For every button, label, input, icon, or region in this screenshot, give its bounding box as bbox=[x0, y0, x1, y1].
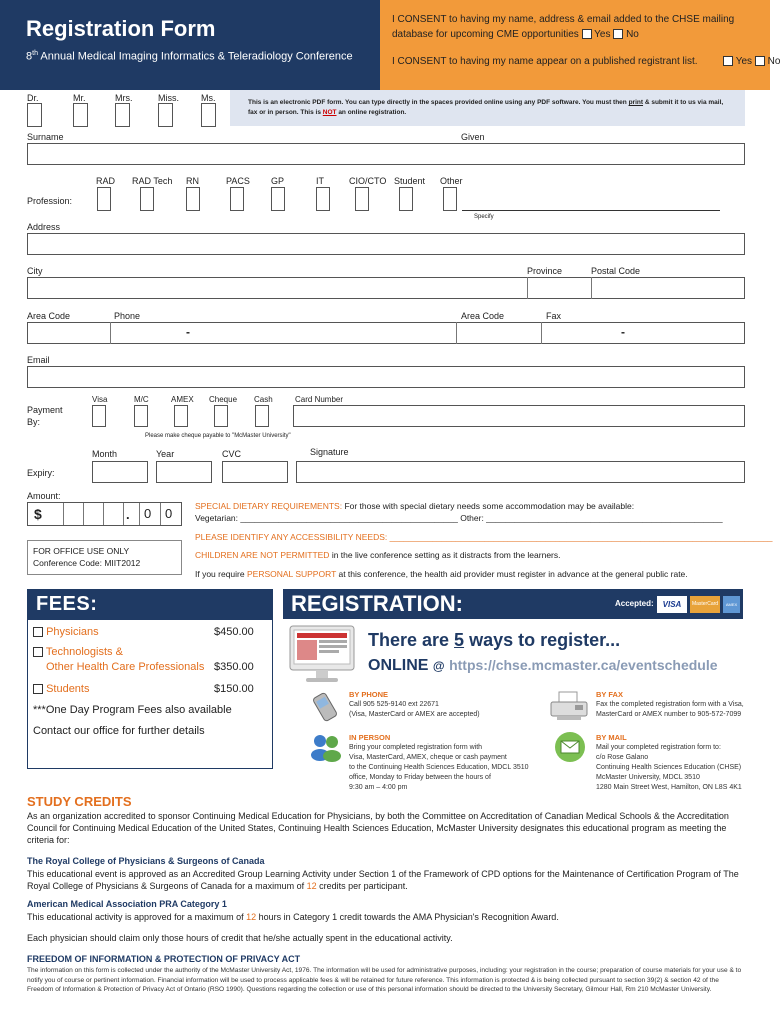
profession-cio-label: CIO/CTO bbox=[349, 176, 387, 186]
dietary-requirements: SPECIAL DIETARY REQUIREMENTS: For those with special dietary needs some accommodation may be available: bbox=[195, 501, 635, 511]
consent-mailing-line2: database for upcoming CME opportunities Yes No bbox=[392, 29, 639, 40]
computer-monitor-icon bbox=[288, 624, 358, 686]
email-label: Email bbox=[27, 355, 50, 365]
privacy-text: The information on this form is collected under the authority of the McMaster University Act, 1976. The information will be used for administrative purposes, including: your registration in the course; preparation of course materials for your use & to notify you of course or pertinent information. Financial information will be used to process applicable fees & will be retained for future reference. This information is protected & is being collected pursuant to section 39(2) & section 42 of the Freedom of Information & Protection of Privacy Act of Ontario (RSO 1990). Questions regarding the collection or use of this personal information should be directed to the University Secretary, Gilmour Hall, Rm 210 McMaster University. bbox=[27, 967, 742, 993]
people-icon bbox=[310, 733, 344, 759]
conference-subtitle: 8th Annual Medical Imaging Informatics & Teleradiology Conference bbox=[26, 50, 353, 63]
fee-technologists: Technologists & bbox=[33, 646, 123, 658]
expiry-label: Expiry: bbox=[27, 468, 55, 478]
study-credits-intro: As an organization accredited to sponsor Continuing Medical Education for Physicians, by both the Committee on Accreditation of Canadian Medical Schools & the Accreditation Council for Continuing Medical Education of the United States, Continuing Health Sciences Education, McMaster University designates this educational program as meeting the criteria for: bbox=[27, 811, 729, 845]
profession-student-label: Student bbox=[394, 176, 426, 186]
amount-label: Amount: bbox=[27, 491, 61, 501]
area-code-2-divider bbox=[456, 322, 457, 344]
phone-divider bbox=[110, 322, 111, 344]
amount-field[interactable] bbox=[27, 502, 182, 526]
title-ms-label: Ms. bbox=[201, 93, 216, 103]
profession-pacs-label: PACS bbox=[226, 176, 250, 186]
title-dr-box[interactable] bbox=[27, 103, 42, 127]
fee-physicians: Physicians bbox=[33, 626, 99, 638]
consent-list-no-label: No bbox=[767, 56, 780, 67]
profession-rad-box[interactable] bbox=[97, 187, 111, 211]
consent-mailing-no-label: No bbox=[626, 29, 639, 40]
in-person-title: IN PERSON bbox=[349, 733, 391, 742]
profession-rad-label: RAD bbox=[96, 176, 116, 186]
children-notice: CHILDREN ARE NOT PERMITTED in the live conference setting as it distracts from the learners. bbox=[195, 550, 561, 560]
address-field[interactable] bbox=[27, 233, 745, 255]
consent-mailing-line1: I CONSENT to having my name, address & email added to the CHSE mailing bbox=[392, 14, 735, 25]
pay-amex-box[interactable] bbox=[174, 405, 188, 427]
contact-office: Contact our office for further details bbox=[33, 725, 205, 737]
accessibility-needs[interactable]: PLEASE IDENTIFY ANY ACCESSIBILITY NEEDS: _________________________________________________________________________________ bbox=[195, 532, 773, 542]
one-day-fees: ***One Day Program Fees also available bbox=[33, 704, 232, 716]
profession-it-label: IT bbox=[316, 176, 324, 186]
form-title: Registration Form bbox=[26, 16, 216, 41]
fax-divider bbox=[541, 322, 542, 344]
ama-title: American Medical Association PRA Category 1 bbox=[27, 899, 227, 909]
province-divider bbox=[527, 277, 528, 299]
profession-gp-box[interactable] bbox=[271, 187, 285, 211]
dietary-fill-line[interactable]: Vegetarian: ______________________________________________ Other: __________________________________________________ bbox=[195, 513, 723, 523]
profession-other-label: Other bbox=[440, 176, 463, 186]
by-mail-details: Mail your completed registration form to: c/o Rose Galano Continuing Health Sciences Education (CHSE) McMaster University, MDCL 3510 1280 Main Street West, Hamilton, ON L8S 4K1 bbox=[596, 744, 742, 791]
title-mrs-label: Mrs. bbox=[115, 93, 133, 103]
profession-student-box[interactable] bbox=[399, 187, 413, 211]
consent-list-yes-checkbox[interactable] bbox=[723, 56, 733, 66]
profession-rn-label: RN bbox=[186, 176, 199, 186]
online-registration: ONLINE @ https://chse.mcmaster.ca/eventschedule bbox=[368, 657, 718, 674]
phone-label: Phone bbox=[114, 311, 141, 321]
card-number-label: Card Number bbox=[295, 395, 344, 404]
name-field[interactable] bbox=[27, 143, 745, 165]
expiry-year-label: Year bbox=[156, 449, 175, 459]
city-label: City bbox=[27, 266, 43, 276]
profession-radtech-box[interactable] bbox=[140, 187, 154, 211]
consent-mailing-yes-checkbox[interactable] bbox=[582, 29, 592, 39]
phone-fax-field[interactable] bbox=[27, 322, 745, 344]
amount-cents-2: 0 bbox=[165, 506, 173, 521]
fee-technologists-line2: Other Health Care Professionals bbox=[46, 661, 205, 673]
expiry-month-field[interactable] bbox=[92, 461, 148, 483]
header-banner bbox=[0, 0, 380, 90]
pay-visa-box[interactable] bbox=[92, 405, 106, 427]
profession-pacs-box[interactable] bbox=[230, 187, 244, 211]
profession-specify-label: Specify bbox=[474, 214, 494, 220]
pay-cheque-box[interactable] bbox=[214, 405, 228, 427]
electronic-form-notice: This is an electronic PDF form. You can type directly in the spaces provided online using any PDF software. You must then print & submit it to us via mail, fax or in person. This is NOT an online registration. bbox=[230, 90, 745, 126]
ways-to-register-heading: There are 5 ways to register... bbox=[368, 630, 621, 650]
office-use-box bbox=[27, 540, 182, 575]
by-phone-details: Call 905 525-9140 ext 22671 (Visa, MasterCard or AMEX are accepted) bbox=[349, 701, 480, 718]
province-label: Province bbox=[527, 266, 563, 276]
profession-radtech-label: RAD Tech bbox=[132, 176, 173, 186]
fax-dash: - bbox=[621, 325, 625, 339]
consent-list-yes-label: Yes bbox=[735, 56, 753, 67]
fees-panel bbox=[27, 589, 273, 769]
amount-cents-1: 0 bbox=[144, 506, 152, 521]
fee-students-price: $150.00 bbox=[214, 683, 254, 695]
fee-technologists-checkbox[interactable] bbox=[33, 647, 43, 657]
phone-dash: - bbox=[186, 325, 190, 339]
profession-specify-line[interactable] bbox=[462, 210, 720, 211]
privacy-title: FREEDOM OF INFORMATION & PROTECTION OF PRIVACY ACT bbox=[27, 954, 301, 964]
ama-text: This educational activity is approved for a maximum of 12 hours in Category 1 credit towards the AMA Physician's Recognition Award. bbox=[27, 912, 559, 922]
consent-mailing-no-checkbox[interactable] bbox=[613, 29, 623, 39]
card-number-field[interactable] bbox=[293, 405, 745, 427]
pay-cash-label: Cash bbox=[254, 395, 273, 404]
signature-field[interactable] bbox=[296, 461, 745, 483]
surname-label: Surname bbox=[27, 132, 64, 142]
postal-divider bbox=[591, 277, 592, 299]
consent-panel bbox=[380, 0, 780, 90]
by-phone-title: BY PHONE bbox=[349, 690, 389, 699]
profession-label: Profession: bbox=[27, 196, 73, 206]
claim-note: Each physician should claim only those hours of credit that he/she actually spent in the educational activity. bbox=[27, 933, 453, 943]
study-credits-title: STUDY CREDITS bbox=[27, 794, 132, 809]
profession-cio-box[interactable] bbox=[355, 187, 369, 211]
by-mail-title: BY MAIL bbox=[596, 733, 627, 742]
consent-list-line: I CONSENT to having my name appear on a published registrant list. Yes No bbox=[392, 56, 780, 67]
registration-url-link[interactable]: https://chse.mcmaster.ca/eventschedule bbox=[449, 657, 718, 673]
area-code-2-label: Area Code bbox=[461, 311, 505, 321]
given-label: Given bbox=[461, 132, 485, 142]
fee-technologists-price: $350.00 bbox=[214, 661, 254, 673]
phone-icon bbox=[310, 690, 342, 722]
profession-it-box[interactable] bbox=[316, 187, 330, 211]
fee-physicians-checkbox[interactable] bbox=[33, 627, 43, 637]
fax-label: Fax bbox=[546, 311, 562, 321]
title-mr-box[interactable] bbox=[73, 103, 88, 127]
title-mrs-box[interactable] bbox=[115, 103, 130, 127]
title-dr-label: Dr. bbox=[27, 93, 39, 103]
title-miss-label: Miss. bbox=[158, 93, 179, 103]
dollar-sign: $ bbox=[34, 506, 42, 522]
registration-title: REGISTRATION: bbox=[291, 591, 463, 616]
address-label: Address bbox=[27, 222, 61, 232]
royal-college-text: This educational event is approved as an Accredited Group Learning Activity under Section 1 of the Framework of CPD options for the Maintenance of Certification Program of The Royal College of Physicians & Surgeons of Canada for a maximum of 12 credits per participant. bbox=[27, 869, 739, 891]
fees-title: FEES: bbox=[28, 590, 272, 620]
fee-students: Students bbox=[33, 683, 89, 695]
cvc-label: CVC bbox=[222, 449, 242, 459]
accepted-label: Accepted: bbox=[615, 599, 654, 608]
signature-label: Signature bbox=[310, 447, 349, 457]
personal-support-notice: If you require PERSONAL SUPPORT at this conference, the health aid provider must register in advance at the general public rate. bbox=[195, 569, 688, 579]
fee-physicians-price: $450.00 bbox=[214, 626, 254, 638]
in-person-details: Bring your completed registration form with Visa, MasterCard, AMEX, cheque or cash payment to the Continuing Health Sciences Education, MDCL 3510 office, Monday to Friday between the hours of 9:30 am – 4:00 pm bbox=[349, 744, 529, 791]
title-miss-box[interactable] bbox=[158, 103, 173, 127]
cvc-field[interactable] bbox=[222, 461, 288, 483]
by-fax-details: Fax the completed registration form with a Visa, MasterCard or AMEX number to 905-572-7099 bbox=[596, 701, 744, 718]
title-mr-label: Mr. bbox=[73, 93, 86, 103]
postal-code-label: Postal Code bbox=[591, 266, 641, 276]
profession-gp-label: GP bbox=[271, 176, 285, 186]
title-ms-box[interactable] bbox=[201, 103, 216, 127]
office-use-label: FOR OFFICE USE ONLY bbox=[33, 546, 130, 556]
expiry-year-field[interactable] bbox=[156, 461, 212, 483]
pay-amex-label: AMEX bbox=[171, 395, 194, 404]
email-field[interactable] bbox=[27, 366, 745, 388]
fee-students-checkbox[interactable] bbox=[33, 684, 43, 694]
royal-college-title: The Royal College of Physicians & Surgeons of Canada bbox=[27, 856, 265, 866]
mastercard-icon: MasterCard bbox=[690, 596, 720, 613]
pay-mc-label: M/C bbox=[134, 395, 149, 404]
visa-card-icon: VISA bbox=[657, 596, 687, 613]
profession-other-box[interactable] bbox=[443, 187, 457, 211]
city-province-postal-field[interactable] bbox=[27, 277, 745, 299]
consent-mailing-yes-label: Yes bbox=[594, 29, 611, 40]
pay-visa-label: Visa bbox=[92, 395, 108, 404]
payment-by-label: Payment By: bbox=[27, 405, 63, 427]
mail-globe-icon bbox=[553, 730, 587, 764]
pay-cash-box[interactable] bbox=[255, 405, 269, 427]
expiry-month-label: Month bbox=[92, 449, 118, 459]
conference-code: Conference Code: MIIT2012 bbox=[33, 558, 141, 568]
cheque-note: Please make cheque payable to "McMaster University" bbox=[145, 433, 291, 439]
pay-cheque-label: Cheque bbox=[209, 395, 238, 404]
amex-card-icon: AMEX bbox=[723, 596, 740, 613]
area-code-label: Area Code bbox=[27, 311, 71, 321]
pay-mc-box[interactable] bbox=[134, 405, 148, 427]
by-fax-title: BY FAX bbox=[596, 690, 623, 699]
fax-machine-icon bbox=[549, 690, 589, 722]
profession-rn-box[interactable] bbox=[186, 187, 200, 211]
registration-header bbox=[283, 589, 743, 619]
amount-decimal: . bbox=[126, 507, 130, 522]
consent-list-no-checkbox[interactable] bbox=[755, 56, 765, 66]
